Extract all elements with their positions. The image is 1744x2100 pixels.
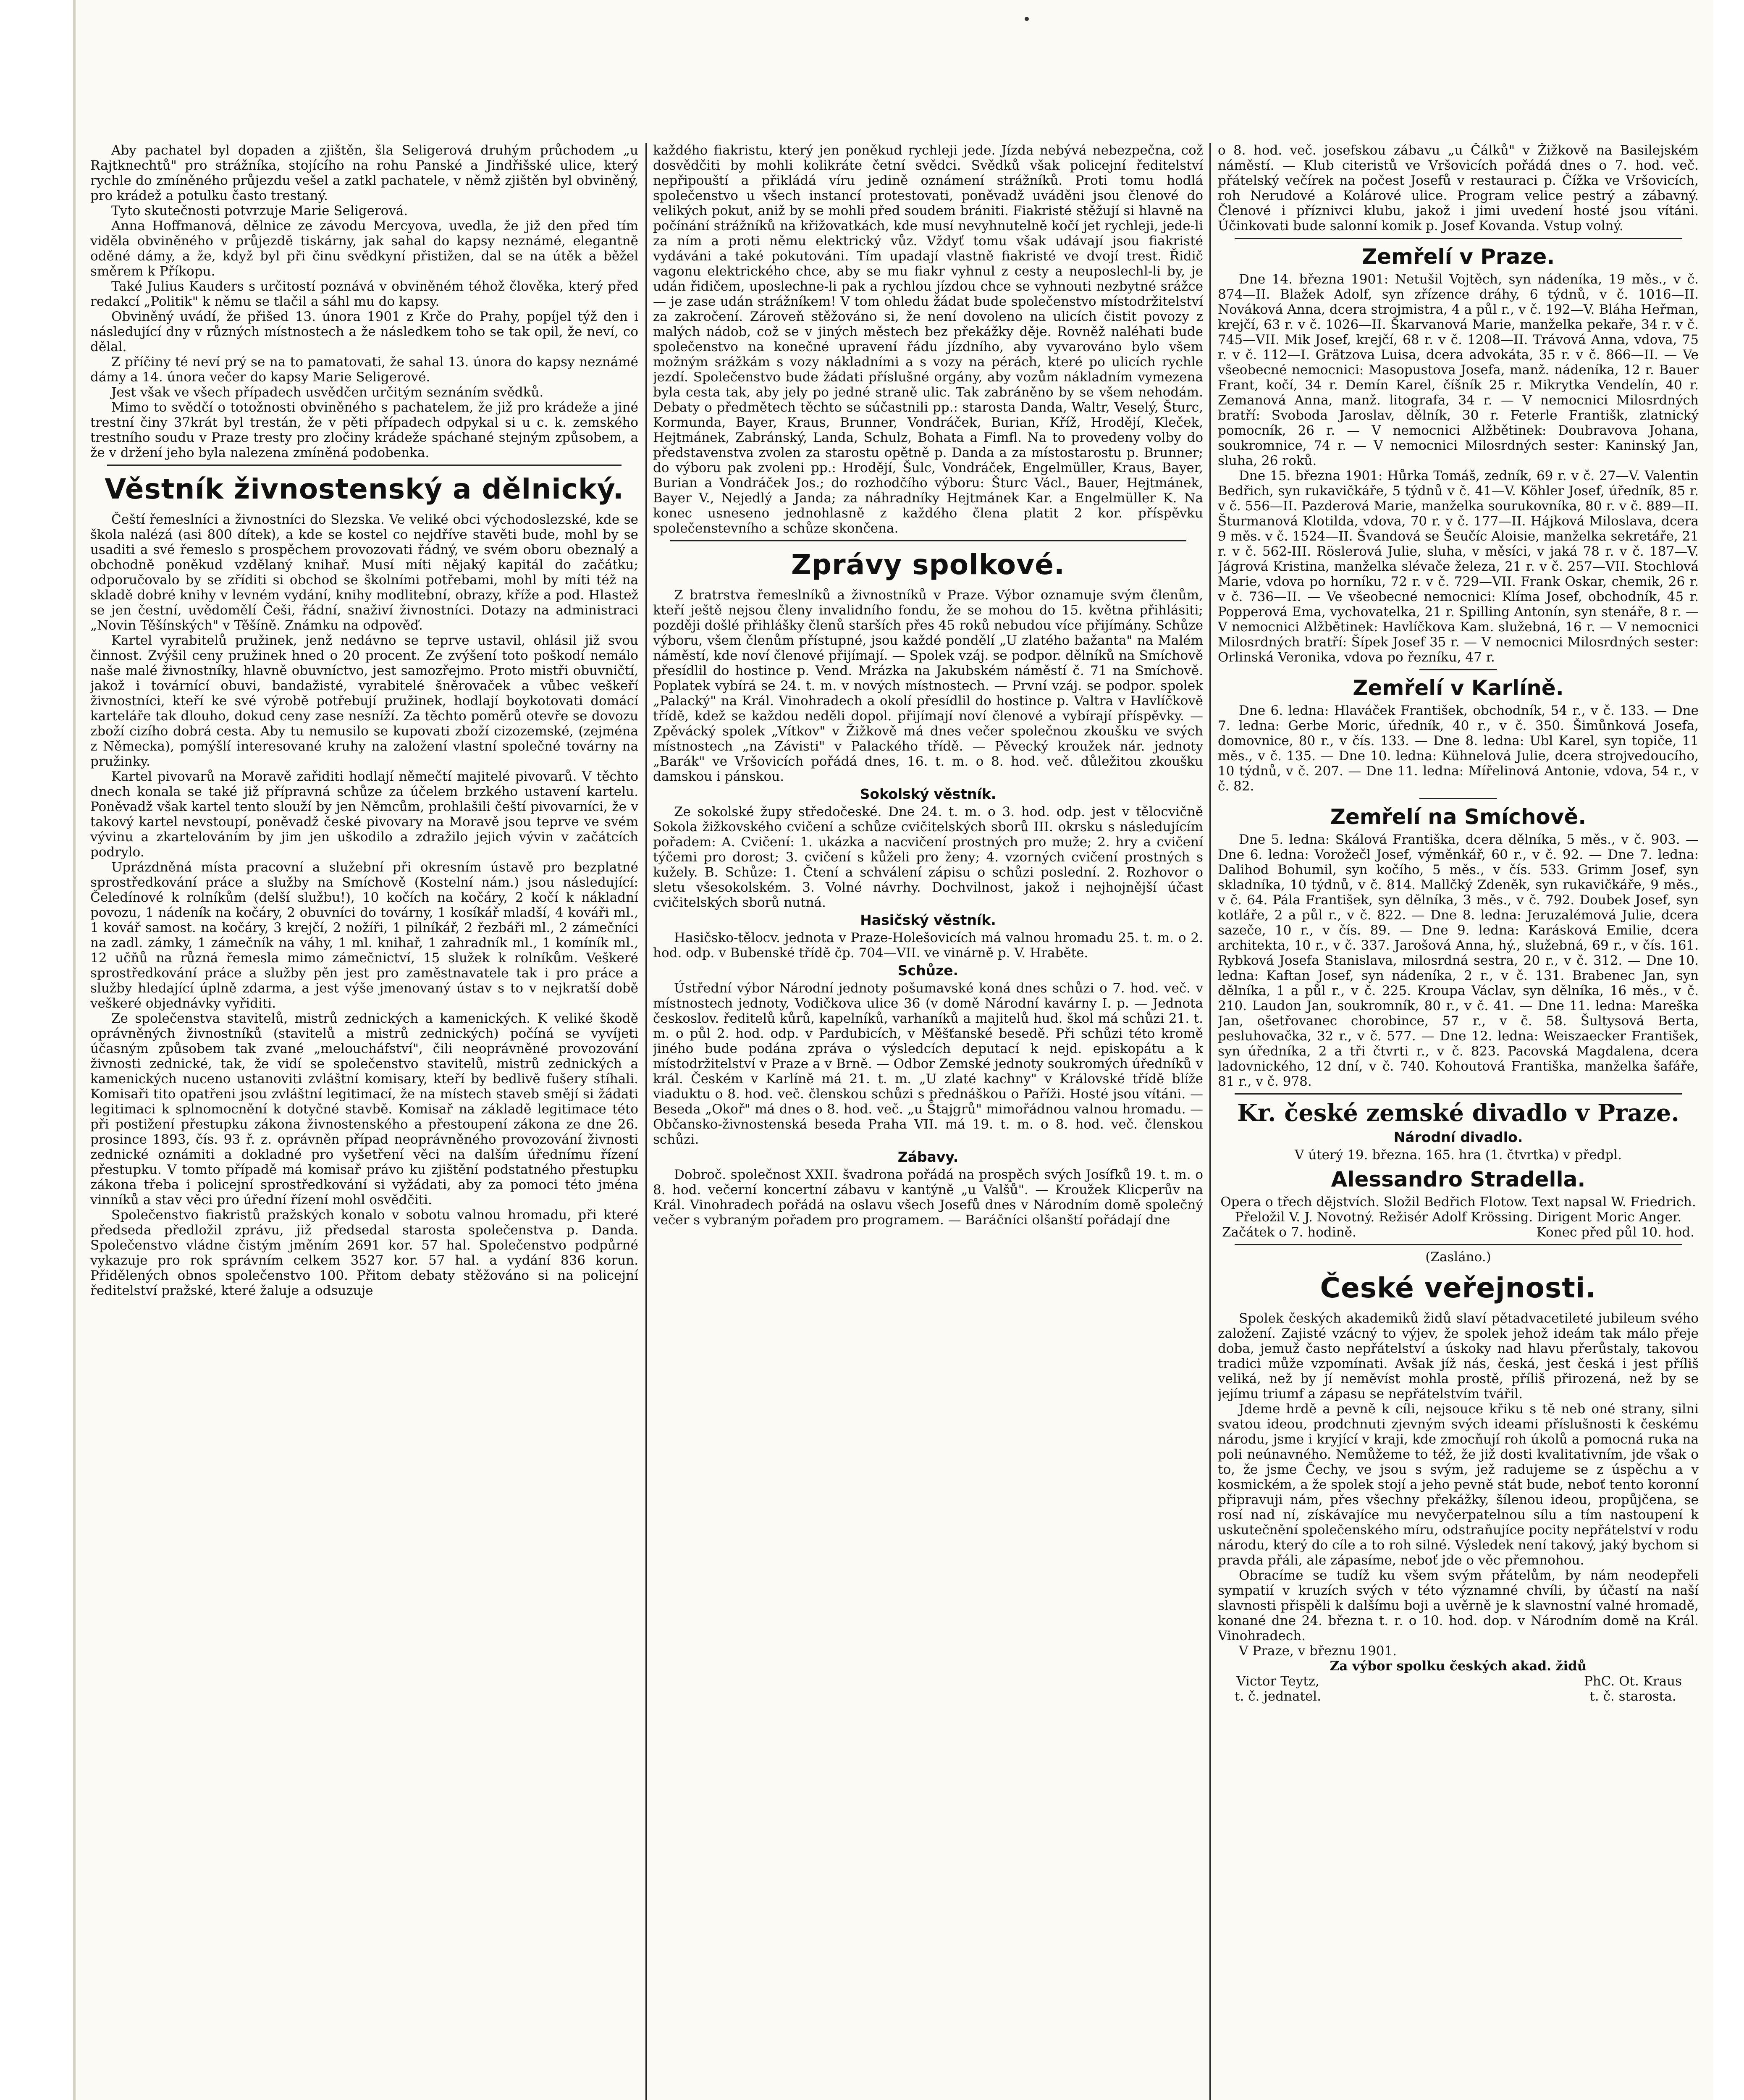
article-paragraph: Čeští řemeslníci a živnostníci do Slezska. Ve veliké obci východoslezské, kde se škola nalézá (asi 800 dítek), a kde se kostel co nejdříve stavěti bude, mohl by se usaditi a své řemeslo s prospěchem provozovati řádný, ve svém oboru obeznalý a obchodně poněkud vzdělaný knihař. Musí míti nějaký kapitál do začátku; odporučovalo by se zříditi si obchod se školními potřebami, mohl by míti též na skladě dobré knihy v levném vydání, knihy modlitební, obrazy, kříže a pod. Hlastež se jen čestní, uvědomělí Češi, řádní, snaživí živnostníci. Dotazy na administraci „Novin Těšínských" v Těšíně. Známku na odpověď. xyxy=(90,512,638,633)
article-paragraph: Aby pachatel byl dopaden a zjištěn, šla Seligerová druhým průchodem „u Rajtknechtů" pro strážníka, stojícího na rohu Panské a Jindřišské ulice, který rychle do zmíněného průjezdu vešel a zatkl pachatele, v němž zjištěn byl obviněný, pro krádež a potulku často trestaný. xyxy=(90,143,638,203)
article-paragraph: Kartel vyrabitelů pružinek, jenž nedávno se teprve ustavil, ohlásil již svou činnost. Zvýšil ceny pružinek hned o 20 procent. Ze zvýšení toto poškodí nemálo naše malé živnostníky, hlavně obuvníctvo, jest samozřejmo. Proto mistři obuvničtí, jakož i továrnící obuvi, bandažisté, vyrabitelé šněrovaček a vůbec veškeří živnostníci, kteří ke své výrobě potřebují pružinek, hodlají boykotovati domácí karteláře tak dlouho, dokud ceny zase nesníží. Za těchto poměrů otevře se dovozu zboží cizího dobrá cesta. Aby tu nemusilo se kupovati zboží cizozemské, (zejména z Německa), pomýšlí interesované kruhy na založení vlastní společné továrny na pružinky. xyxy=(90,633,638,769)
column-3 xyxy=(1218,143,1699,2100)
obituary-list: Dne 14. března 1901: Netušil Vojtěch, syn nádeníka, 19 měs., v č. 874—II. Blažek Adolf, syn zřízence dráhy, 6 týdnů, v č. 1016—II. Nováková Anna, dcera strojmistra, 4 a půl r., v č. 192—V. Bláha Heřman, krejčí, 63 r. v č. 1026—II. Škarvanová Marie, manželka pekaře, 34 r. v č. 745—VII. Mik Josef, krejčí, 68 r. v č. 1208—II. Trávová Anna, vdova, 75 r. v č. 112—I. Grätzova Luisa, dcera advokáta, 35 r. v č. 866—II. — Ve všeobecné nemocnici: Masopustova Josefa, manž. nádeníka, 12 r. Bauer Frant, kočí, 34 r. Demín Karel, číšník 25 r. Mikrytka Vendelín, 40 r. Zemanová Anna, manž. litografa, 34 r. — V nemocnici Milosrdných bratří: Svoboda Jaroslav, dělník, 30 r. Feterle Františk, zlatnický pomocník, 26 r. — V nemocnici Alžbětinek: Doubravova Johana, soukromnice, 74 r. — V nemocnici Milosrdných sester: Kaninský Jan, sluha, 26 roků. xyxy=(1218,272,1699,468)
section-heading: Zprávy spolkové. xyxy=(791,549,1065,581)
section-divider xyxy=(1419,669,1497,670)
section-heading: Zemřelí na Smíchově. xyxy=(1330,805,1587,829)
start-time: Začátek o 7. hodině. xyxy=(1222,1225,1356,1240)
end-time: Konec před půl 10. hod. xyxy=(1536,1225,1694,1240)
article-paragraph: Spolek českých akademiků židů slaví pětadvacetileté jubileum svého založení. Zajisté vzácný to výjev, že spolek jehož ideám tak málo přeje doba, jemuž často nepřátelství a úskoky nad hlavu přerůstaly, takovou tradici může vzpomínati. Avšak jíž nás, česká, jest česká i jest příliš veliká, než by jí neměvíst mohla prostě, příliš přirozená, než by se jejímu triumf a zápasu se nepřátelstvím tvářil. xyxy=(1218,1311,1699,1402)
article-paragraph: Jdeme hrdě a pevně k cíli, nejsouce křiku s tě neb oné strany, silni svatou ideou, prodchnuti zjevným svých ideami příslušnosti k českému národu, jsme i kryjící v kraji, kde zmocňují roh úkolů a pomocná ruka na poli neúnavného. Nemůžeme to též, že již dosti kvalitativním, jde však o to, že jsme Čechy, ve jsou s svým, jež radujeme se z úspěchu a v kosmickém, a že spolek stojí a jeho pevně stát bude, neboť tento koronní připravuji nám, přes všechny překážky, šílenou ideou, propůjčena, se rosí nad ní, získávajíce mu nevyčerpatelnou sílu a tím nastoupení k uskutečnění společenského míru, odstraňujíce pocity nepřátelství v rodu národu, který do cíle a to roh silné. Výsledek není takový, jaký bychom si pravda přáli, ale zápasíme, neboť jde o věc přemnohou. xyxy=(1218,1402,1699,1568)
article-paragraph: Hasičsko-tělocv. jednota v Praze-Holešovicích má valnou hromadu 25. t. m. o 2. hod. odp. v Bubenské třídě čp. 704—VII. ve vinárně p. V. Hraběte. xyxy=(653,930,1203,961)
article-paragraph: Jest však ve všech případech usvědčen určitým seznáním svědků. xyxy=(111,385,544,400)
article-paragraph: Také Julius Kauders s určitostí poznává v obviněném téhož člověka, který před redakcí „Politik" k němu se tlačil a sáhl mu do kapsy. xyxy=(90,279,638,309)
ink-dot xyxy=(1025,17,1029,21)
column-2 xyxy=(653,143,1203,2100)
column-rule-2 xyxy=(1209,143,1211,2100)
article-paragraph: Z bratrstva řemeslníků a živnostníků v Praze. Výbor oznamuje svým členům, kteří ještě nejsou členy invalidního fondu, že se mohou do 15. května přihlásiti; později došlé přihlášky členů starších přes 45 roků nebudou více přijímány. Schůze výboru, všem členům přístupné, jsou každé pondělí „U zlatého bažanta" na Malém náměstí, kde noví členové přijímají. — Spolek vzáj. se podpor. dělníků na Smíchově přesídlil do hostince p. Vend. Mrázka na Jakubském náměstí č. 71 na Smíchově. Poplatek vybírá se 24. t. m. v nových místnostech. — První vzáj. se podpor. spolek „Palacký" na Král. Vinohradech a okolí přesídlil do hostince p. Valtra v Havlíčkově třídě, kdež se každou neděli dopol. přijímají noví členové a vybírají příspěvky. — Zpěvácký spolek „Vítkov" v Žižkově má dnes večer společnou zkoušku ve svých místnostech „na Závisti" v Palackého třídě. — Pěvecký kroužek nár. jednoty „Barák" ve Vršovicích pořádá dnes, 16. t. m. o 8. hod. več. důležitou zkoušku damskou i pánskou. xyxy=(653,588,1203,784)
section-divider xyxy=(1419,798,1497,799)
article-paragraph: Tyto skutečnosti potvrzuje Marie Seligerová. xyxy=(111,203,408,218)
section-divider xyxy=(107,465,622,466)
section-heading: České veřejnosti. xyxy=(1320,1272,1597,1304)
section-divider xyxy=(1235,238,1682,239)
article-paragraph: každého fiakristu, který jen poněkud rychleji jede. Jízda nebývá nebezpečna, což dosvědčiti by mohli kolikráte četní svědci. Svědků však policejní ředitelství nepřipouští a přikládá víru jedině oznámení strážníků. Proti tomu hodlá společenstvo u všech instancí protestovati, poněvadž uváděni jsou členové do velikých pokut, aniž by se mohli před soudem brániti. Fiakristé stěžují si hlavně na počínání strážníků na křižovatkách, kde musí nevyhnutelně kočí jet rychleji, jede-li za ním a proti němu elektrický vůz. Vždyť tomu však udávají jsou fiakristé vydáváni a také pokutováni. Tím upadají vlastně fiakristé ve dvojí trest. Řidič vagonu elektrického chce, aby se mu fiakr vyhnul z cesty a neuposlechl-li by, je udán řidičem, uposlechne-li pak a rychlou jízdou chce se vyhnouti nezbytné srážce — je zase udán strážníkem! V tom ohledu žádat bude společenstvo místodržitelství za zakročení. Zároveň stěžováno si, že není dovoleno na ulicích čistit povozy z malých nádob, což se v jiných městech bez překážky děje. Rovněž naléhati bude společenstvo na konečné upravení řádu jízdního, aby vyvarováno bylo všem možným srážkám s vozy nákladními a s vozy na pérách, které po ulicích rychle jezdí. Společenstvo bude žádati příslušné orgány, aby vozům nákladním vymezena byla cesta tak, aby jely po jedné straně ulic. Tak zabráněno by se všem nehodám. Debaty o předmětech těchto se súčastnili pp.: starosta Danda, Waltr, Veselý, Šturc, Kormunda, Bayer, Kraus, Brunner, Vondráček, Burian, Kříž, Hrodějí, Kleček, Hejtmánek, Zabránský, Landa, Schulz, Bohata a Fimfl. Na to provedeny volby do představenstva zvolen za starostu opětně p. Danda a za místostarostu p. Brunner; do výboru pak zvoleni pp.: Hrodějí, Šulc, Vondráček, Engelmüller, Kraus, Bayer, Burian a Vondráček Jos.; do rozhodčího výboru: Šturc Václ., Bauer, Hejtmánek, Bayer V., Nejedlý a Janda; za náhradníky Hejtmánek Kar. a Engelmüller K. Na konec usneseno jednohlasně z každého člena platit 2 kor. příspěvku společenstevního a schůze skončena. xyxy=(653,143,1203,536)
theater-subheading: Národní divadlo. xyxy=(1393,1129,1523,1145)
article-paragraph: Obviněný uvádí, že přišed 13. února 1901 z Krče do Prahy, popíjel týž den i následující dny v různých místnostech a že následkem toho se tak opil, že neví, co dělal. xyxy=(90,309,638,354)
theater-heading: Kr. české zemské divadlo v Praze. xyxy=(1237,1099,1679,1127)
column-rule-1 xyxy=(645,143,647,2100)
signatures xyxy=(1218,1674,1699,1704)
obituary-list: Dne 15. března 1901: Hůrka Tomáš, zedník, 69 r. v č. 27—V. Valentin Bedřich, syn rukavičkáře, 5 týdnů v č. 41—V. Köhler Josef, úředník, 85 r. v č. 556—II. Pazderová Marie, manželka sourukovníka, 80 r. v č. 889—II. Šturmanová Klotilda, vdova, 70 r. v č. 177—II. Hájková Miloslava, dcera 9 měs. v č. 1524—II. Švandová se Šeučíc Aloisie, manželka sekretáře, 21 r. v č. 562-III. Röslerová Julie, sluha, v měsíci, v jaká 78 r. v č. 187—V. Jágrová Kristina, manželka slévače železa, 21 r. v č. 257—VII. Stochlová Marie, vdova po horníku, 72 r. v č. 729—VII. Frank Oskar, chemik, 26 r. v č. 736—II. — Ve všeobecné nemocnici: Klíma Josef, obchodník, 45 r. Popperová Ema, vychovatelka, 21 r. Spilling Antonín, syn stenáře, 8 r. — V nemocnici Alžbětinek: Havlíčkova Kam. služebná, 16 r. — V nemocnici Milosrdných bratří: Šípek Josef 35 r. — V nemocnici Milosrdných sester: Orlinská Veronika, vdova po řezníku, 47 r. xyxy=(1218,468,1699,665)
obituary-list: Dne 5. ledna: Skálová Františka, dcera dělníka, 5 měs., v č. 903. — Dne 6. ledna: Vorožečl Josef, výměnkář, 60 r., v č. 92. — Dne 7. ledna: Dalihod Bohumil, syn kočího, 5 měs., v čís. 533. Grimm Josef, syn skladníka, 10 týdnů, v č. 814. Mallčký Zdeněk, syn rukavičkáře, 9 měs., v č. 64. Pála František, syn dělníka, 3 měs., v č. 792. Doubek Josef, syn kotláře, 2 a půl r., v č. 822. — Dne 8. ledna: Jeruzalémová Julie, dcera sazeče, 10 r., v čís. 89. — Dne 9. ledna: Karásková Emilie, dcera architekta, 10 r., v č. 337. Jarošová Anna, hý., služebná, 69 r., v čís. 161. Rybková Josefa Stanislava, milosrdná sestra, 20 r., v č. 312. — Dne 10. ledna: Kaftan Josef, syn nádeníka, 2 r., v č. 131. Brabenec Jan, syn dělníka, 1 a půl r., v č. 225. Kroupa Václav, syn dělníka, 16 měs., v č. 210. Laudon Jan, soukromník, 80 r., v č. 41. — Dne 11. ledna: Mareška Jan, ošetřovanec chorobince, 57 r., v č. 58. Šultysová Berta, pesluhovačka, 32 r., v č. 577. — Dne 12. ledna: Weiszaecker František, syn úředníka, 2 a tři čtvrti r., v č. 823. Pacovská Magdalena, dcera ladovnického, 12 dní, v č. 740. Kohoutová Františka, manželka šafáře, 81 r., v č. 978. xyxy=(1218,832,1699,1089)
signature-secretary: Victor Teytz, t. č. jednatel. xyxy=(1235,1674,1322,1704)
section-divider xyxy=(1235,1093,1682,1095)
article-paragraph: Uprázdněná místa pracovní a služební při okresním ústavě pro bezplatné sprostředkování práce a služby na Smíchově (Kostelní nám.) jsou následující: Čeledínové k rolníkům (delší službu!), 10 kočích na kočáry, 2 kočí k nákladní povozu, 1 nádeník na kočáry, 2 obuvníci do továrny, 1 kosíkář mladší, 4 kováři ml., 1 kovář samost. na kočáry, 3 krejčí, 2 nožíři, 1 pilníkář, 2 řezbáři ml., 2 zámečníci na zadl. zámky, 1 zámečník na váhy, 1 ml. knihař, 1 zahradník ml., 1 komíník ml., 12 učňů na různá řemesla mimo zámečnictví, 15 služek k rolníkům. Veškeré sprostředkování práce a služby pěn jest pro zaměstnavatele tak i pro práce a služby hledající úplně zdarma, a jest výše jmenovaný ústav s to v nejkratší době veškeré objednávky vyřiditi. xyxy=(90,860,638,1011)
section-divider xyxy=(670,540,1186,541)
column-1 xyxy=(90,143,638,2100)
subsection-heading: Schůze. xyxy=(897,962,959,979)
section-divider xyxy=(1235,1244,1682,1245)
subsection-heading: Hasičský věstník. xyxy=(860,912,996,928)
article-paragraph: Ústřední výbor Národní jednoty pošumavské koná dnes schůzi o 7. hod. več. v místnostech jednoty, Vodičkova ulice 36 (v domě Národní kavárny I. p. — Jednota českoslov. ředitelů kůrů, kapelníků, varhaníků a majitelů hud. škol má schůzi 21. t. m. o půl 2. hod. odp. v Pardubicích, v Měšťanské besedě. Při schůzi této kromě jiného bude podána zpráva o výsledcích deputací k nejd. episkopátu a k místodržitelství v Praze a v Brně. — Odbor Zemské jednoty soukromých úředníků v král. Českém v Karlíně má 21. t. m. „U zlaté kachny" v Královské třídě blíže viaduktu o 8. hod. več. členskou schůzi s přednáškou o Paříži. Hosté jsou vítáni. — Beseda „Okoř" má dnes o 8. hod. več. „u Štajgrů" mimořádnou valnou hromadu. — Občansko-živnostenská beseda Praha VII. má 19. t. m. o 8. hod. več. členskou schůzi. xyxy=(653,981,1203,1147)
signature-chairman: PhC. Ot. Kraus t. č. starosta. xyxy=(1584,1674,1682,1704)
performance-times xyxy=(1218,1225,1699,1240)
performance-date: V úterý 19. března. 165. hra (1. čtvrtka) v předpl. xyxy=(1294,1147,1622,1163)
article-paragraph: Anna Hoffmanová, dělnice ze závodu Mercyova, uvedla, že již den před tím viděla obviněného v průjezdě tiskárny, jak sahal do kapsy neznámé, elegantně oděné dámy, a že, když byl při činu svědkyní přistižen, dal se na útěk a běžel směrem k Příkopu. xyxy=(90,218,638,279)
sent-in-label: (Zasláno.) xyxy=(1425,1250,1491,1265)
article-paragraph: Z příčiny té neví prý se na to pamatovati, že sahal 13. února do kapsy neznámé dámy a 14. února večer do kapsy Marie Seligerové. xyxy=(90,354,638,385)
obituary-list: Dne 6. ledna: Hlaváček František, obchodník, 54 r., v č. 133. — Dne 7. ledna: Gerbe Moric, úředník, 40 r., v č. 350. Šimůnková Josefa, domovnice, 80 r., v čís. 133. — Dne 8. ledna: Ubl Karel, syn topiče, 11 měs., v č. 135. — Dne 10. ledna: Kühnelová Julie, dcera strojvedoucího, 10 týdnů, v č. 207. — Dne 11. ledna: Mířelinová Antonie, vdova, 54 r., v č. 82. xyxy=(1218,703,1699,794)
signature-committee: Za výbor spolku českých akad. židů xyxy=(1330,1659,1587,1674)
article-paragraph: Obracíme se tudíž ku všem svým přátelům, by nám neodepřeli sympatií v kruzích svých v této významné chvíli, by účastí na naší slavnosti přispěli k dalšímu boji a uvěrně je k slavnostní valné hromadě, konané dne 24. března t. r. o 10. hod. dop. v Národním domě na Král. Vinohradech. xyxy=(1218,1568,1699,1643)
article-paragraph: o 8. hod. več. josefskou zábavu „u Čálků" v Žižkově na Basilejském náměstí. — Klub citeristů ve Vršovicích pořádá dnes o 7. hod. več. přátelský večírek na počest Josefů v restauraci p. Čížka ve Vršovicích, roh Nerudové a Kolárové ulice. Program velice pestrý a zábavný. Členové i příznivci klubu, jakož i jimi uvedení hosté jsou vítáni. Účinkovati bude salonní komik p. Josef Kovanda. Vstup volný. xyxy=(1218,143,1699,234)
article-paragraph: Ze sokolské župy středočeské. Dne 24. t. m. o 3. hod. odp. jest v tělocvičně Sokola žižkovského cvičení a schůze cvičitelských sborů III. okrsku s následujícím pořadem: A. Cvičení: 1. ukázka a nacvičení prostných pro muže; 2. hry a cvičení týčemi pro dorost; 3. cvičení s kůželi pro ženy; 4. vzorných cvičení prostných s kužely. B. Schůze: 1. Čtení a schválení zápisu o schůzi poslední. 2. Rozhovor o sletu všesokolském. 3. Volné návrhy. Dochvilnost, jakož i nejhojnější účast cvičitelských sborů nutná. xyxy=(653,804,1203,910)
section-heading: Zemřelí v Karlíně. xyxy=(1353,676,1564,700)
article-paragraph: Ze společenstva stavitelů, mistrů zednických a kamenických. K veliké škodě oprávněných živnostníků (stavitelů a mistrů zednických) počíná se vyvíjeti účasným způsobem tak zvané „meloucháfství", čili neoprávněné provozování živnosti zednické, tak, že vidí se společenstvo stavitelů, mistrů zednických a kamenických nuceno ustanoviti zvláštní komisary, kteří by bedlivě fušery stíhali. Komisaři tito opatřeni jsou zvláštní legitimací, že na místech staveb smějí si žádati legitimaci k splnomocnění k dotyčné stavbě. Komisař na základě legitimace této při postižení přestupku zákona živnostenského a přestoupení zákona ze dne 26. prosince 1893, čís. 93 ř. z. oprávněn případ neoprávněného provozování živnosti zednické oznámiti a dokladné pro vyšetření věci na dalším úřednímu řízení přestupku. V tomto případě má komisař právo ku zjištění podstatného přestupku zákona třeba i policejní sprostředkování si vyžádati, aby za pomoci této jména vinníků a stav věci pro úřední řízení mohl osvědčiti. xyxy=(90,1011,638,1208)
article-paragraph: Dobroč. společnost XXII. švadrona pořádá na prospěch svých Josífků 19. t. m. o 8. hod. večerní koncertní zábavu v kantýně „u Valšů". — Kroužek Klicperův na Král. Vinohradech pořádá na oslavu všech Josefů dnes v Národním domě společný večer s vybraným pořadem pro programem. — Baráčníci olšanští pořádají dne xyxy=(653,1167,1203,1228)
dateline: V Praze, v březnu 1901. xyxy=(1239,1643,1397,1659)
opera-title: Alessandro Stradella. xyxy=(1331,1167,1586,1192)
opera-credits: Opera o třech dějstvích. Složil Bedřich Flotow. Text napsal W. Friedrich. Přeložil V. J. Novotný. Režisér Adolf Krössing. Dirigent Moric Anger. xyxy=(1220,1194,1696,1225)
article-paragraph: Mimo to svědčí o totožnosti obviněného s pachatelem, že již pro krádeže a jiné trestní činy 37krát byl trestán, že v pěti případech odpykal si u c. k. zemského trestního soudu v Praze tresty pro zločiny krádeže spáchané stejným způsobem, a že v držení jeho byla nalezena zmíněná podobenka. xyxy=(90,400,638,460)
article-paragraph: Kartel pivovarů na Moravě zařiditi hodlají němečtí majitelé pivovarů. V těchto dnech konala se také již přípravná schůze za účelem brzkého ustavení kartelu. Poněvadž však kartel tento slouží by jen Němcům, prohlašili čeští pivovarníci, že v takový kartel nevstoupí, poněvadž české pivovary na Moravě jsou teprve ve svém vývinu a zkartelováním by jim jen uškodilo a zdražilo jejich vývin v začátcích podrylo. xyxy=(90,769,638,860)
subsection-heading: Zábavy. xyxy=(897,1149,959,1165)
section-heading: Věstník živnostenský a dělnický. xyxy=(105,473,624,505)
subsection-heading: Sokolský věstník. xyxy=(860,786,997,802)
article-paragraph: Společenstvo fiakristů pražských konalo v sobotu valnou hromadu, při které předseda předložil zprávu, již předsedal starosta společenstva p. Danda. Společenstvo vládne čistým jměním 2691 kor. 57 hal. Společenstvo podpůrné vykazuje pro rok správním celkem 3527 kor. 57 hal. a vydání 836 korun. Přidělených obnos společenstvo 100. Přitom debaty stěžováno si na policejní ředitelství pražské, které žaluje a odsuzuje xyxy=(90,1208,638,1298)
section-heading: Zemřelí v Praze. xyxy=(1361,244,1555,269)
